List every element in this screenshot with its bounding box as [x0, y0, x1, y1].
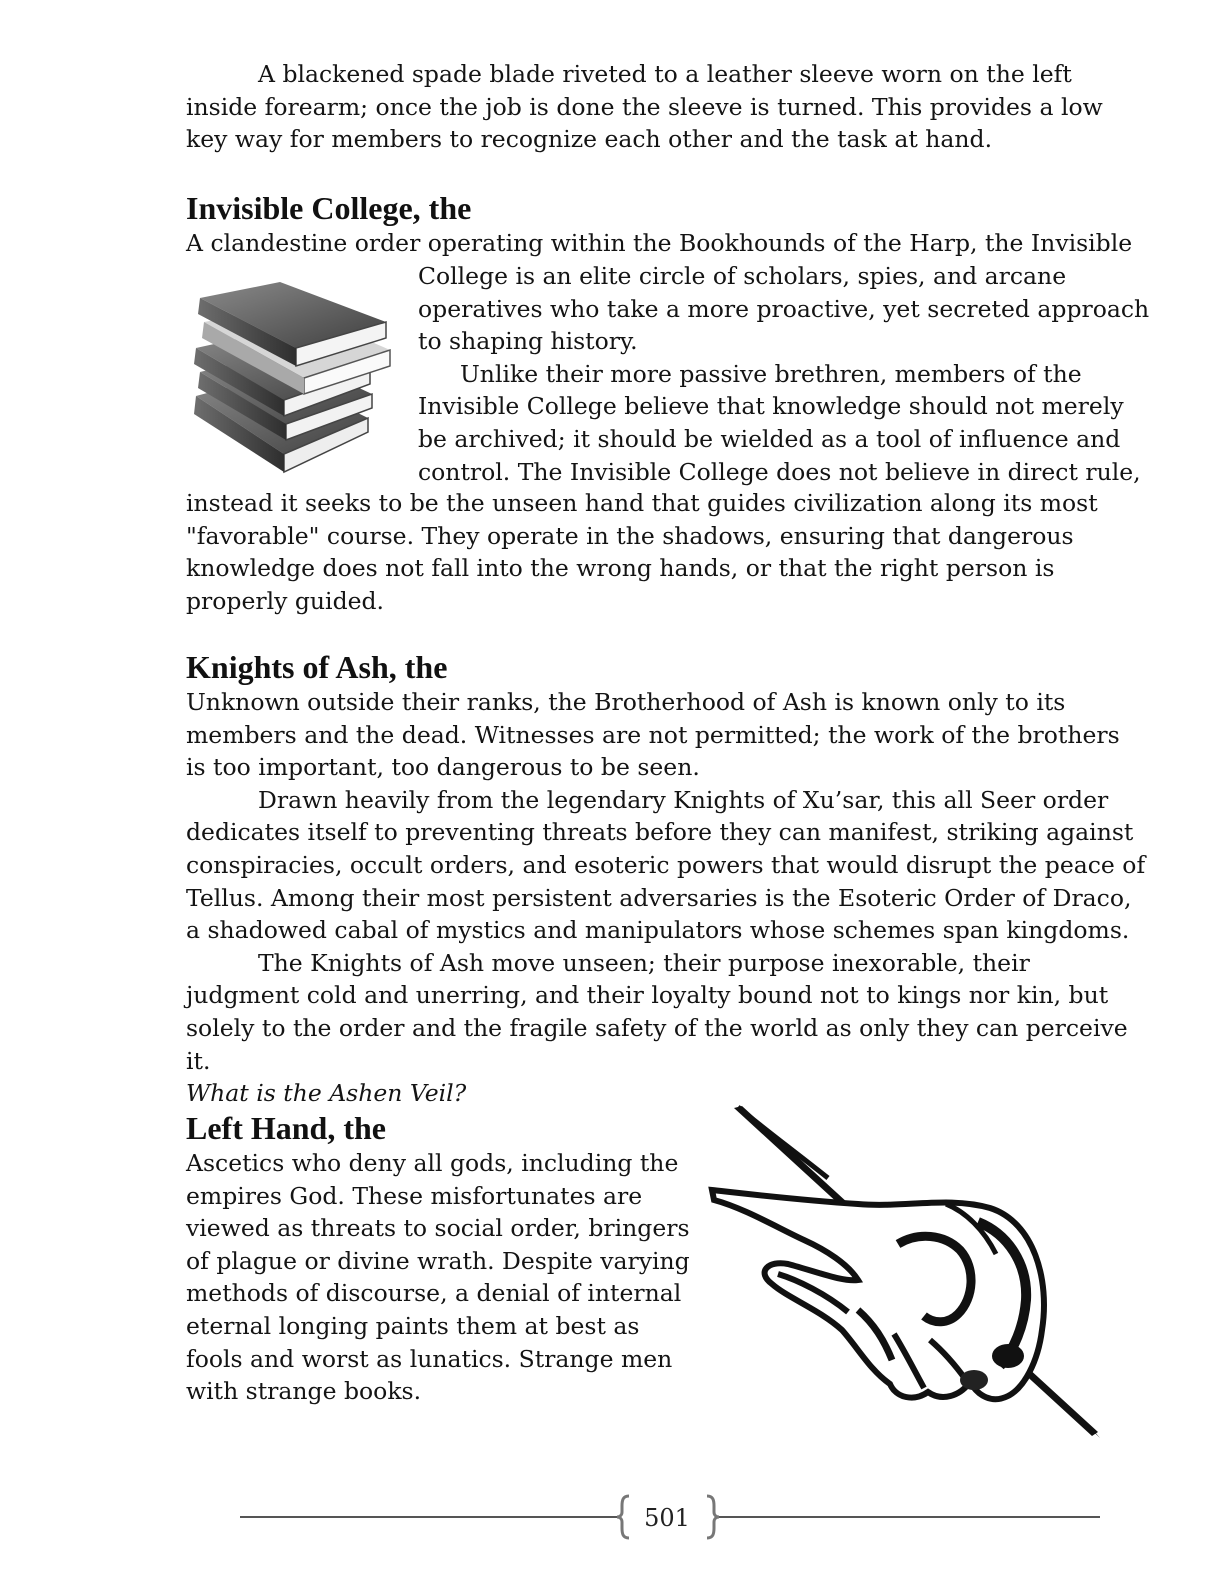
knights-of-ash-paragraph-3-wrap — [186, 947, 1146, 1077]
footer-rule-left — [240, 1516, 618, 1518]
hand-holding-quill-illustration — [708, 1104, 1108, 1440]
invisible-college-wrapped-text — [418, 260, 1153, 488]
knights-of-ash-paragraph-2-wrap — [186, 784, 1146, 947]
invisible-college-first-line: A clandestine order operating within the Bookhounds of the Harp, the Invisible — [186, 229, 1133, 257]
invisible-college-paragraph-1: College is an elite circle of scholars, spies, and arcane operatives who take a more proactive, yet secreted approach to shaping history. — [418, 262, 1150, 356]
intro-paragraph — [186, 58, 1146, 156]
intro-text: A blackened spade blade riveted to a leather sleeve worn on the left inside forearm; once the job is done the sleeve is turned. This provides a low key way for members to recognize each other and the task at hand. — [186, 60, 1103, 154]
heading-knights-of-ash: Knights of Ash, the — [186, 649, 448, 685]
invisible-college-paragraph-2-wrap — [418, 358, 1153, 488]
footer-rule-right — [716, 1516, 1100, 1518]
knights-of-ash-note: What is the Ashen Veil? — [186, 1079, 467, 1108]
knights-of-ash-paragraph-2: Drawn heavily from the legendary Knights of Xu’sar, this all Seer order dedicates itself to preventing threats before they can manifest, striking against conspiracies, occult orders, and esoteric powers that would disrupt the peace of Tellus. Among their most persistent adversaries is the Esoteric Order of Draco, a shadowed cabal of mystics and manipulators whose schemes span kingdoms. — [186, 785, 1146, 945]
heading-invisible-college: Invisible College, the — [186, 190, 472, 226]
heading-left-hand: Left Hand, the — [186, 1110, 386, 1146]
left-hand-paragraph: Ascetics who deny all gods, including the empires God. These misfortunates are viewed as threats to social order, bringers of plague or divine wrath. Despite varying methods of discourse, a denial of internal eternal longing paints them at best as fools and worst as lunatics. Strange men with strange books. — [186, 1149, 690, 1406]
knights-of-ash-body — [186, 686, 1146, 1110]
books-stack-illustration — [186, 278, 396, 484]
knights-of-ash-paragraph-3: The Knights of Ash move unseen; their purpose inexorable, their judgment cold and unerring, and their loyalty bound not to kings nor kin, but solely to the order and the fragile safety of the world as only they can perceive it. — [186, 948, 1128, 1075]
knights-of-ash-paragraph-1: Unknown outside their ranks, the Brotherhood of Ash is known only to its members and the dead. Witnesses are not permitted; the work of the brothers is too important, too dangerous to be seen. — [186, 688, 1120, 782]
page-number: 501 — [644, 1504, 690, 1532]
invisible-college-paragraph-2-rest: instead it seeks to be the unseen hand that guides civilization along its most "favorable" course. They operate in the shadows, ensuring that dangerous knowledge does not fall into the wrong hands, or that the right person is properly guided. — [186, 489, 1098, 615]
invisible-college-paragraph-2: Unlike their more passive brethren, members of the Invisible College believe that knowledge should not merely be archived; it should be wielded as a tool of influence and control. The Invisible College does not believe in direct rule, — [418, 359, 1141, 486]
